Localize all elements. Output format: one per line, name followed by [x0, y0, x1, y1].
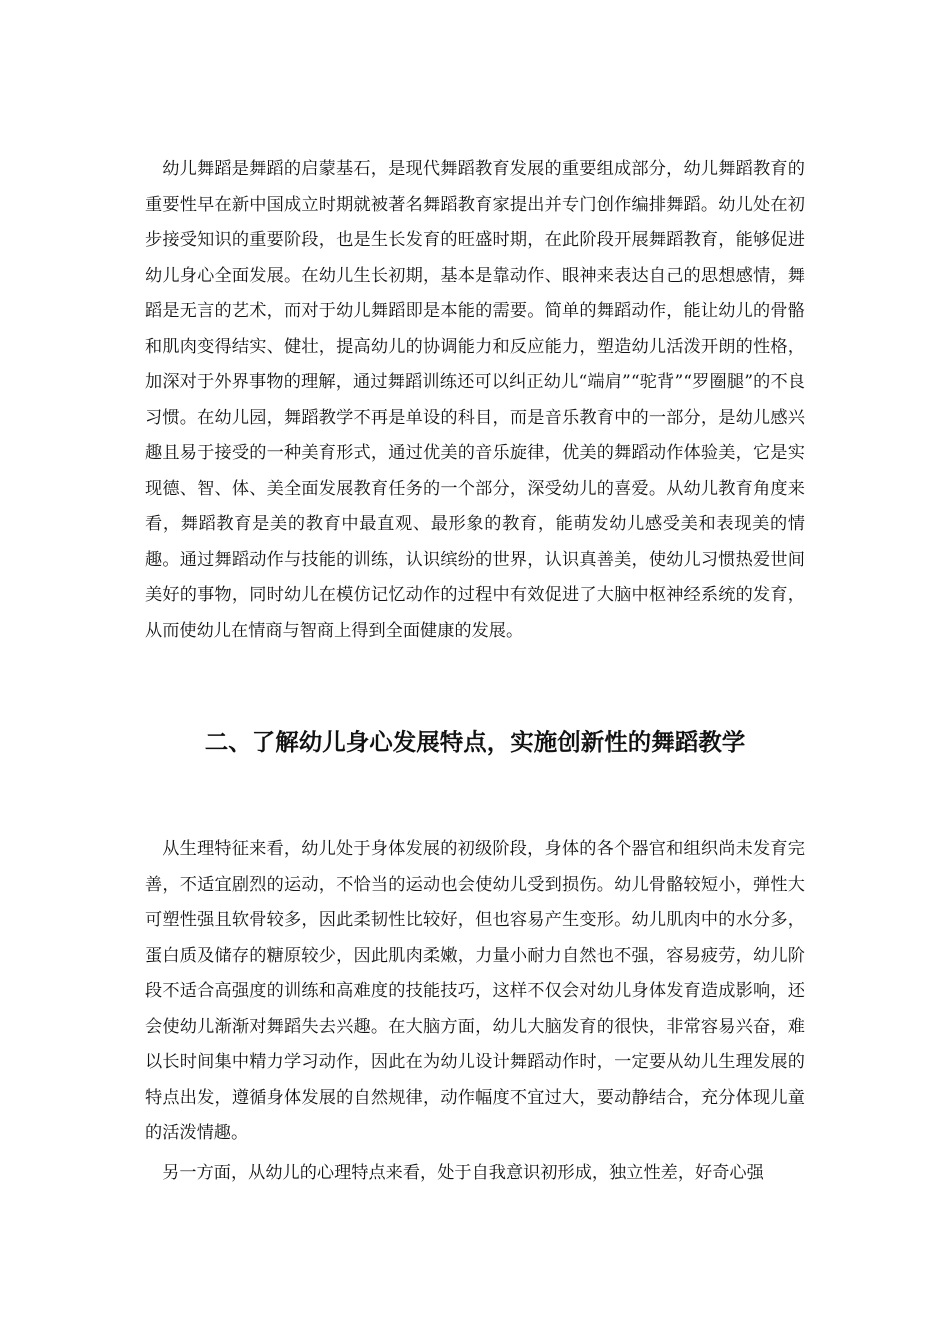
body-paragraph: 另一方面，从幼儿的心理特点来看，处于自我意识初形成，独立性差，好奇心强 — [162, 1163, 764, 1183]
body-paragraph: 从生理特征来看，幼儿处于身体发展的初级阶段，身体的各个器官和组织尚未发育完善，不适宜剧烈的运动，不恰当的运动也会使幼儿受到损伤。幼儿骨骼较短小，弹性大可塑性强且软骨较多，因此柔韧性比较好，但也容易产生变形。幼儿肌肉中的水分多，蛋白质及储存的糖原较少，因此肌肉柔嫩，力量小耐力自然也不强，容易疲劳，幼儿阶段不适合高强度的训练和高难度的技能技巧，这样不仅会对幼儿身体发育造成影响，还会使幼儿渐渐对舞蹈失去兴趣。在大脑方面，幼儿大脑发育的很快，非常容易兴奋，难以长时间集中精力学习动作，因此在为幼儿设计舞蹈动作时，一定要从幼儿生理发展的特点出发，遵循身体发展的自然规律，动作幅度不宜过大，要动静结合，充分体现儿童的活泼情趣。 — [145, 839, 805, 1143]
section-heading: 二、了解幼儿身心发展特点，实施创新性的舞蹈教学 — [204, 728, 746, 756]
body-paragraph: 幼儿舞蹈是舞蹈的启蒙基石，是现代舞蹈教育发展的重要组成部分，幼儿舞蹈教育的重要性早在新中国成立时期就被著名舞蹈教育家提出并专门创作编排舞蹈。幼儿处在初步接受知识的重要阶段，也是生长发育的旺盛时期，在此阶段开展舞蹈教育，能够促进幼儿身心全面发展。在幼儿生长初期，基本是靠动作、眼神来表达自己的思想感情，舞蹈是无言的艺术，而对于幼儿舞蹈即是本能的需要。简单的舞蹈动作，能让幼儿的骨骼和肌肉变得结实、健壮，提高幼儿的协调能力和反应能力，塑造幼儿活泼开朗的性格，加深对于外界事物的理解，通过舞蹈训练还可以纠正幼儿“端肩”“驼背”“罗圈腿”的不良习惯。在幼儿园，舞蹈教学不再是单设的科目，而是音乐教育中的一部分，是幼儿感兴趣且易于接受的一种美育形式，通过优美的音乐旋律，优美的舞蹈动作体验美，它是实现德、智、体、美全面发展教育任务的一个部分，深受幼儿的喜爱。从幼儿教育角度来看，舞蹈教育是美的教育中最直观、最形象的教育，能萌发幼儿感受美和表现美的情趣。通过舞蹈动作与技能的训练，认识缤纷的世界，认识真善美，使幼儿习惯热爱世间美好的事物，同时幼儿在模仿记忆动作的过程中有效促进了大脑中枢神经系统的发育，从而使幼儿在情商与智商上得到全面健康的发展。 — [145, 159, 805, 641]
